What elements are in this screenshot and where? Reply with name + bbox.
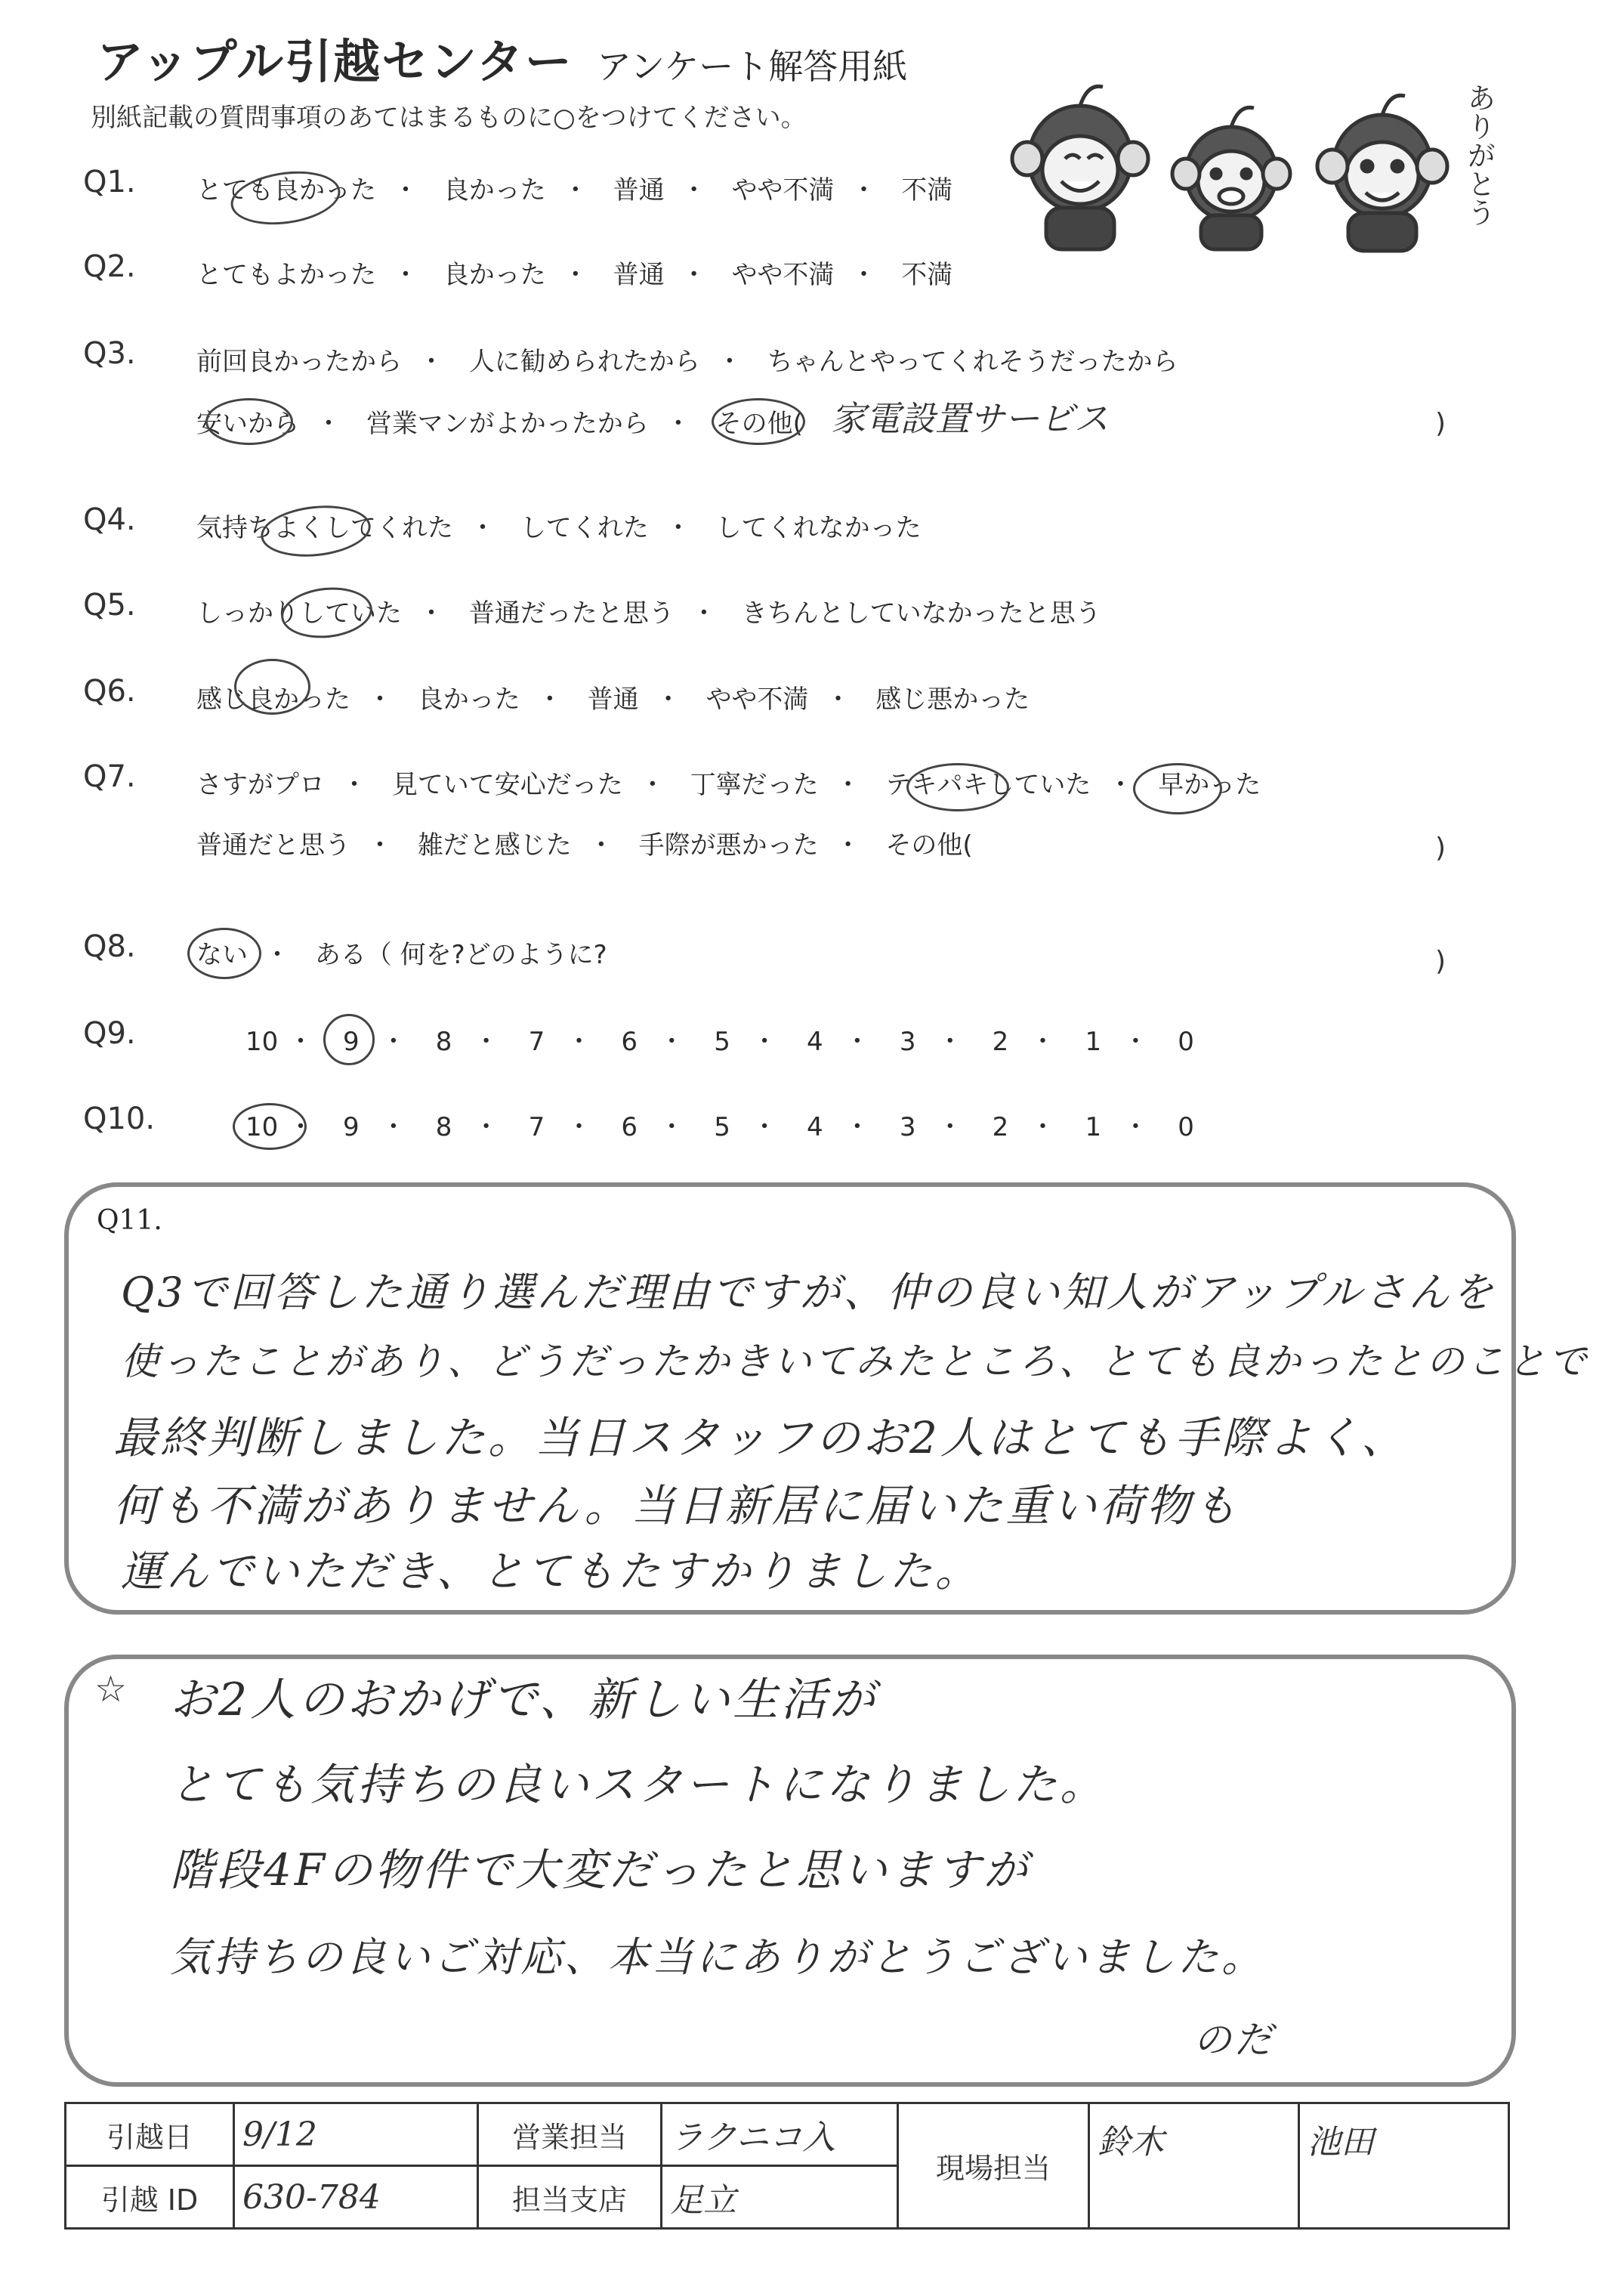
branch-value[interactable]: 足立 xyxy=(662,2166,898,2229)
score-option[interactable]: 6 xyxy=(621,1112,638,1142)
question-label: Q4. xyxy=(83,502,136,537)
score-option[interactable]: 4 xyxy=(807,1112,823,1142)
option[interactable]: ある（ 何を?どのように? xyxy=(314,940,607,970)
question-label: Q7. xyxy=(83,759,136,794)
score-option[interactable]: 5 xyxy=(714,1027,730,1057)
score-option[interactable]: 8 xyxy=(435,1027,452,1057)
option[interactable]: 普通 xyxy=(613,260,665,290)
selection-circle xyxy=(187,928,261,979)
mascot-illustration xyxy=(1005,45,1533,257)
score-option[interactable]: 8 xyxy=(435,1112,452,1142)
selection-circle xyxy=(906,763,1009,811)
question-label: Q3. xyxy=(83,336,136,371)
option[interactable]: 安いから xyxy=(196,409,299,439)
selection-circle xyxy=(233,1103,307,1150)
option-list: しっかりしていた ・ 普通だったと思う ・ きちんとしていなかったと思う xyxy=(196,592,1101,629)
option[interactable]: 早かった xyxy=(1158,770,1261,800)
info-table xyxy=(64,2102,1510,2230)
option-list-line1: さすがプロ ・ 見ていて安心だった ・ 丁寧だった ・ テキパキしていた ・ 早かった xyxy=(196,764,1261,801)
option[interactable]: しっかりしていた xyxy=(196,598,402,629)
close-paren: ) xyxy=(1435,833,1446,864)
option-list: 感じ良かった ・ 良かった ・ 普通 ・ やや不満 ・ 感じ悪かった xyxy=(196,678,1030,715)
q11-label: Q11. xyxy=(97,1205,162,1236)
q11-answer-line: 使ったことがあり、どうだったかきいてみたところ、とても良かったとのことで xyxy=(121,1340,1589,1383)
option-list-line1: 前回良かったから ・ 人に勧められたから ・ ちゃんとやってくれそうだったから xyxy=(196,341,1178,378)
score-option[interactable]: 9 xyxy=(342,1112,360,1142)
other-handwritten-text: 家電設置サービス xyxy=(831,398,1109,439)
score-option[interactable]: 0 xyxy=(1178,1027,1194,1057)
star-icon: ☆ xyxy=(94,1668,128,1710)
option[interactable]: してくれなかった xyxy=(715,513,922,543)
message-line: 気持ちの良いご対応、本当にありがとうございました。 xyxy=(170,1933,1265,1981)
option-list: とてもよかった ・ 良かった ・ 普通 ・ やや不満 ・ 不満 xyxy=(196,254,952,291)
move-id-label: 引越 ID xyxy=(66,2166,234,2229)
form-subtitle: アンケート解答用紙 xyxy=(597,46,908,87)
message-line: お2人のおかげで、新しい生活が xyxy=(170,1673,878,1726)
score-option[interactable]: 5 xyxy=(714,1112,730,1142)
message-line: 階段4Fの物件で大変だったと思いますが xyxy=(170,1844,1031,1896)
sales-value[interactable]: ラクニコ入 xyxy=(662,2103,898,2166)
move-date-label: 引越日 xyxy=(66,2103,234,2166)
option-list: とても良かった ・ 良かった ・ 普通 ・ やや不満 ・ 不満 xyxy=(196,169,952,206)
option[interactable]: やや不満 xyxy=(731,175,835,206)
option[interactable]: 普通だと思う xyxy=(196,830,350,861)
option[interactable]: 雑だと感じた xyxy=(417,830,572,861)
score-option[interactable]: 2 xyxy=(992,1112,1009,1142)
score-option[interactable]: 1 xyxy=(1085,1027,1102,1057)
option[interactable]: 丁寧だった xyxy=(690,770,819,800)
option-list-line2: 普通だと思う ・ 雑だと感じた ・ 手際が悪かった ・ その他( xyxy=(196,824,973,861)
site-staff-label: 現場担当 xyxy=(898,2103,1089,2229)
option[interactable]: ちゃんとやってくれそうだったから xyxy=(767,347,1178,377)
signature: のだ xyxy=(1193,2018,1275,2062)
option[interactable]: 良かった xyxy=(417,685,520,715)
score-option[interactable]: 6 xyxy=(621,1027,638,1057)
site-staff-2[interactable]: 池田 xyxy=(1299,2103,1509,2229)
option[interactable]: 普通だったと思う xyxy=(468,598,675,629)
option[interactable]: その他( xyxy=(885,830,973,861)
score-option[interactable]: 7 xyxy=(528,1112,545,1142)
option-list: 気持ちよくしてくれた ・ してくれた ・ してくれなかった xyxy=(196,507,922,544)
score-option[interactable]: 3 xyxy=(899,1112,916,1142)
q11-answer-line: 最終判断しました。当日スタッフのお2人はとても手際よく、 xyxy=(113,1412,1408,1463)
option[interactable]: 見ていて安心だった xyxy=(391,770,623,800)
option[interactable]: さすがプロ xyxy=(196,770,325,800)
score-option[interactable]: 0 xyxy=(1178,1112,1194,1142)
option[interactable]: 不満 xyxy=(901,175,953,206)
close-paren: ) xyxy=(1435,408,1446,439)
option[interactable]: 感じ悪かった xyxy=(875,685,1030,715)
selection-circle xyxy=(1133,763,1222,814)
score-option[interactable]: 3 xyxy=(899,1027,916,1057)
option[interactable]: 前回良かったから xyxy=(196,347,402,377)
option[interactable]: 普通 xyxy=(613,175,665,206)
option[interactable]: テキパキしていた xyxy=(885,770,1091,800)
selection-circle xyxy=(205,398,293,445)
instruction-text: 別紙記載の質問事項のあてはまるものに○をつけてください。 xyxy=(91,103,807,133)
score-option[interactable]: 10 xyxy=(245,1112,279,1142)
move-date-value[interactable]: 9/12 xyxy=(234,2103,478,2166)
score-option[interactable]: 9 xyxy=(342,1027,360,1057)
option[interactable]: やや不満 xyxy=(705,685,809,715)
option[interactable]: とても良かった xyxy=(196,175,376,206)
message-line: とても気持ちの良いスタートになりました。 xyxy=(170,1759,1107,1810)
option[interactable]: 普通 xyxy=(587,685,639,715)
company-title: アップル引越センター xyxy=(97,34,573,89)
option[interactable]: 人に勧められたから xyxy=(468,347,700,377)
option[interactable]: してくれた xyxy=(520,513,649,543)
question-label: Q2. xyxy=(83,249,136,284)
selection-circle xyxy=(234,659,310,715)
selection-circle xyxy=(712,398,805,445)
close-paren: ) xyxy=(1435,946,1446,977)
score-list: 10 ・ 9 ・ 8 ・ 7 ・ 6 ・ 5 ・ 4 ・ 3 ・ 2 ・ 1 ・ 0 xyxy=(245,1106,1199,1143)
option[interactable]: とてもよかった xyxy=(196,260,376,290)
option[interactable]: その他( xyxy=(715,409,803,439)
score-option[interactable]: 7 xyxy=(528,1027,545,1057)
question-label: Q1. xyxy=(83,165,136,199)
question-label: Q6. xyxy=(83,674,136,709)
option[interactable]: 営業マンがよかったから xyxy=(366,409,649,439)
q11-answer-line: Q3で回答した通り選んだ理由ですが、仲の良い知人がアップルさんを xyxy=(121,1269,1496,1316)
sales-label: 営業担当 xyxy=(478,2103,662,2166)
question-label: Q10. xyxy=(83,1102,156,1136)
option[interactable]: 気持ちよくしてくれた xyxy=(196,513,453,543)
q11-answer-line: 何も不満がありません。当日新居に届いた重い荷物も xyxy=(113,1480,1240,1531)
score-list: 10 ・ 9 ・ 8 ・ 7 ・ 6 ・ 5 ・ 4 ・ 3 ・ 2 ・ 1 ・ 0 xyxy=(245,1021,1199,1058)
move-id-value[interactable]: 630-784 xyxy=(234,2166,478,2229)
monkey-right-icon xyxy=(1317,95,1447,251)
option[interactable]: やや不満 xyxy=(731,260,835,290)
option[interactable]: 良かった xyxy=(443,260,546,290)
option[interactable]: きちんとしていなかったと思う xyxy=(741,598,1101,629)
question-label: Q9. xyxy=(83,1016,136,1051)
option[interactable]: ない xyxy=(196,940,248,970)
question-label: Q8. xyxy=(83,929,136,964)
score-option[interactable]: 1 xyxy=(1085,1112,1102,1142)
option-list-line2: 安いから ・ 営業マンがよかったから ・ その他( xyxy=(196,403,803,440)
site-staff-1[interactable]: 鈴木 xyxy=(1089,2103,1299,2229)
score-option[interactable]: 2 xyxy=(992,1027,1009,1057)
selection-circle xyxy=(323,1014,375,1065)
q11-answer-line: 運んでいただき、とてもたすかりました。 xyxy=(121,1547,980,1596)
monkey-left-icon xyxy=(1012,86,1148,249)
score-option[interactable]: 10 xyxy=(245,1027,279,1057)
mascot-thanks-text: ありがとう xyxy=(1462,83,1496,227)
branch-label: 担当支店 xyxy=(478,2166,662,2229)
option[interactable]: 不満 xyxy=(901,260,953,290)
monkey-center-icon xyxy=(1172,107,1290,249)
question-label: Q5. xyxy=(83,588,136,623)
score-option[interactable]: 4 xyxy=(807,1027,823,1057)
option-list: ない ・ ある（ 何を?どのように? xyxy=(196,934,607,971)
option[interactable]: 感じ良かった xyxy=(196,685,350,715)
option[interactable]: 手際が悪かった xyxy=(638,830,819,861)
option[interactable]: 良かった xyxy=(443,175,546,206)
